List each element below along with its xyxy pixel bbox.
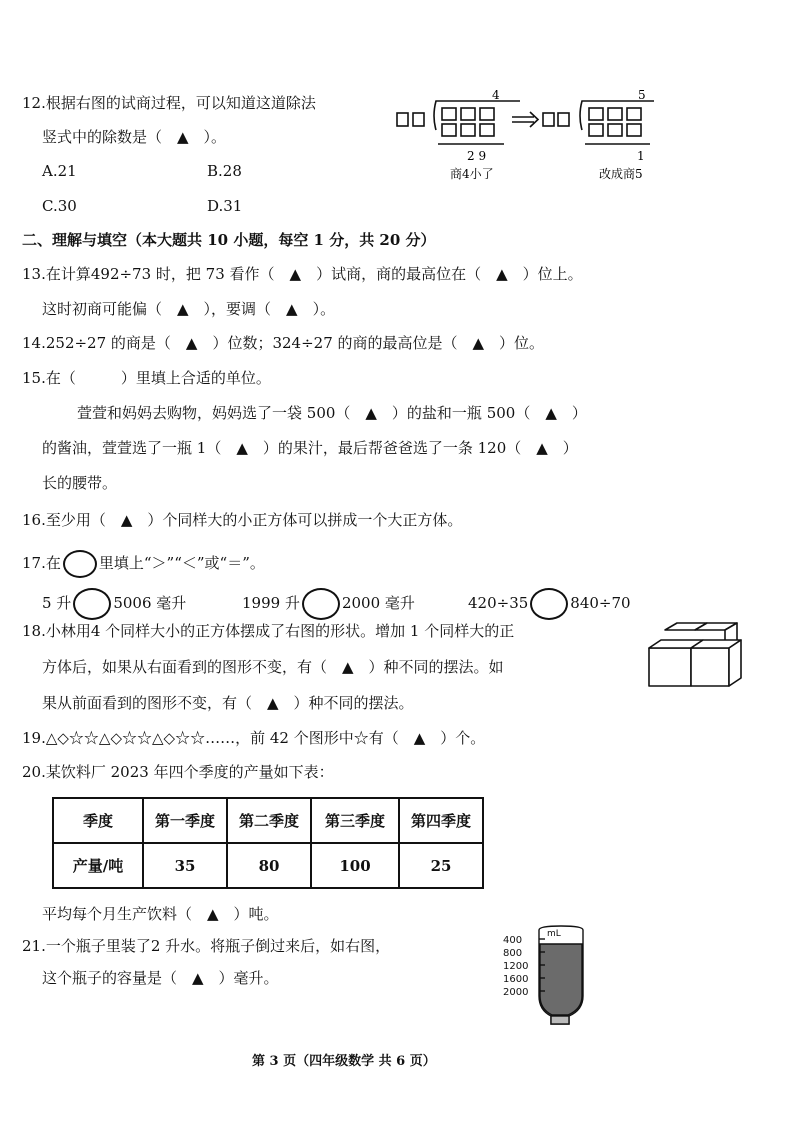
left-caption: 商4小了 [450,167,494,181]
q15-line2: 萱萱和妈妈去购物，妈妈选了一袋 500（ ▲ ）的盐和一瓶 500（ ▲ ） [77,404,587,422]
trial-quotient-figure [392,86,672,190]
table-header-cell: 第四季度 [399,798,483,843]
q17-expr-2 [242,588,415,620]
q17-expr-1 [42,588,186,620]
q16: 16.至少用（ ▲ ）个同样大的小正方体可以拼成一个大正方体。 [22,511,463,529]
cubes-figure [645,622,745,690]
page-footer: 第 3 页（四年级数学 共 6 页） [252,1054,436,1069]
inverted-bottle-figure [503,922,593,1028]
q12-option-c: C.30 [42,197,77,215]
q17-e1-left: 5 升 [42,594,72,612]
q21-line2: 这个瓶子的容量是（ ▲ ）毫升。 [42,969,279,987]
answer-circle-1[interactable] [73,588,111,620]
table-header-cell: 第一季度 [143,798,227,843]
q18-line3: 果从前面看到的图形不变，有（ ▲ ）种不同的摆法。 [42,694,414,712]
q20-ask: 平均每个月生产饮料（ ▲ ）吨。 [42,905,279,923]
table-cell: 产量/吨 [53,843,143,888]
left-quotient: 4 [492,88,500,102]
q18-line1: 18.小林用4 个同样大小的正方体摆成了右图的形状。增加 1 个同样大的正 [22,622,515,640]
q12-option-b: B.28 [207,162,242,180]
q17-prefix: 17.在 [22,554,61,572]
q17-e1-right: 5006 毫升 [113,594,187,612]
table-row [53,843,483,888]
right-caption: 改成商5 [599,167,643,181]
production-table [52,797,484,889]
q21-line1: 21.一个瓶子里装了2 升水。将瓶子倒过来后，如右图， [22,937,391,955]
right-quotient: 5 [638,88,646,102]
q18-line2: 方体后，如果从右面看到的图形不变，有（ ▲ ）种不同的摆法。如 [42,658,504,676]
bottle-tick-label: 1200 [503,961,529,972]
q14: 14.252÷27 的商是（ ▲ ）位数；324÷27 的商的最高位是（ ▲ ）位。 [22,334,545,352]
answer-circle-2[interactable] [302,588,340,620]
bottle-tick-label: 800 [503,948,523,959]
q17-e3-right: 840÷70 [570,594,631,612]
q13-line2: 这时初商可能偏（ ▲ ），要调（ ▲ ）。 [42,300,336,318]
q19: 19.△◇☆☆△◇☆☆△◇☆☆……，前 42 个图形中☆有（ ▲ ）个。 [22,729,486,747]
q12-option-d: D.31 [207,197,243,215]
q12-line2: 竖式中的除数是（ ▲ ）。 [42,128,227,146]
left-remainder: 2 9 [467,149,487,163]
compare-circle-icon [63,550,97,578]
q15-line3: 的酱油，萱萱选了一瓶 1（ ▲ ）的果汁，最后帮爸爸选了一条 120（ ▲ ） [42,439,578,457]
bottle-tick-label: 2000 [503,987,529,998]
q20-line1: 20.某饮料厂 2023 年四个季度的产量如下表： [22,763,334,781]
table-header-row [53,798,483,843]
q15-line4: 长的腰带。 [42,474,118,492]
q17-e2-left: 1999 升 [242,594,300,612]
table-cell: 100 [311,843,399,888]
q17-suffix: 里填上“＞”“＜”或“＝”。 [98,554,265,572]
q17-e3-left: 420÷35 [468,594,529,612]
table-header-cell: 第三季度 [311,798,399,843]
bottle-tick-label: 400 [503,935,523,946]
table-cell: 80 [227,843,311,888]
q17-instruction [22,550,265,578]
section-2-heading: 二、理解与填空（本大题共 10 小题，每空 1 分，共 20 分） [22,231,436,249]
bottle-unit: mL [547,929,561,939]
q13-line1: 13.在计算492÷73 时，把 73 看作（ ▲ ）试商，商的最高位在（ ▲ ）位上。 [22,265,583,283]
q15-line1: 15.在（ ）里填上合适的单位。 [22,369,271,387]
table-cell: 25 [399,843,483,888]
q17-expr-3 [468,588,631,620]
right-remainder: 1 [637,149,645,163]
answer-circle-3[interactable] [530,588,568,620]
bottle-tick-label: 1600 [503,974,529,985]
table-cell: 35 [143,843,227,888]
q12-option-a: A.21 [42,162,77,180]
q17-e2-right: 2000 毫升 [341,594,415,612]
q12-line1: 12.根据右图的试商过程，可以知道这道除法 [22,94,316,112]
table-header-cell: 季度 [53,798,143,843]
table-header-cell: 第二季度 [227,798,311,843]
